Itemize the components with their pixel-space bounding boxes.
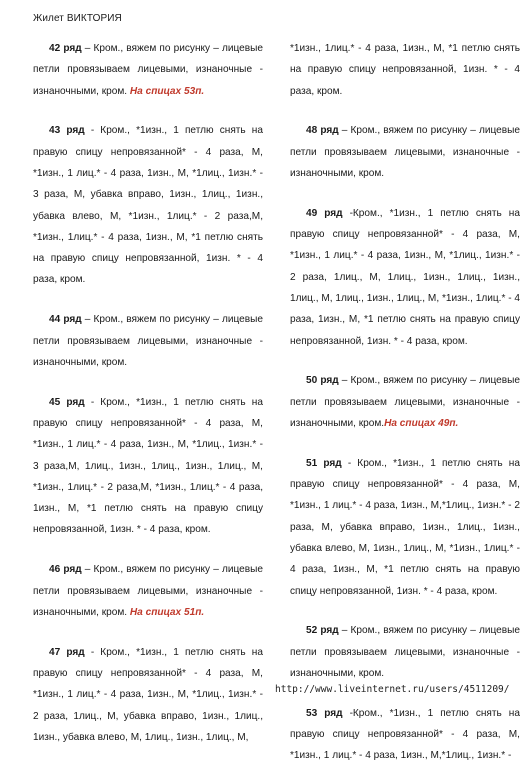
instruction-text: – Кром., вяжем по рисунку – лицевые петли провязываем лицевыми, изнаночные - изнаночными, кром. — [33, 43, 263, 97]
document-title: Жилет ВИКТОРИЯ — [33, 13, 122, 24]
instruction-paragraph — [33, 559, 263, 623]
instruction-text: -Кром., *1изн., 1 петлю снять на правую спицу непровязанной* - 4 раза, М, *1изн., 1 лиц.* - 4 раза, 1изн., М,*1лиц., 1изн.* - — [290, 707, 520, 762]
instruction-paragraph — [290, 620, 520, 684]
paragraph-gap — [290, 102, 520, 121]
instruction-text: *1изн., 1лиц.* - 4 раза, 1изн., М, *1 петлю снять на правую спицу непровязанной, 1изн. * - 4 раза, кром. — [290, 43, 520, 97]
watermark-url: http://www.liveinternet.ru/users/4511209/ — [275, 684, 510, 695]
instruction-text: - Кром., *1изн., 1 петлю снять на правую спицу непровязанной* - 4 раза, М, *1изн., 1 лиц.* - 4 раза, 1изн., М, *1лиц., 1изн.* - 3 раза,М, 1лиц., 1изн., 1лиц., 1изн., 1лиц., М, *1изн., 1лиц.* - 2 раза,М, *1изн., 1лиц.* - 4 раза, 1изн., М, *1 петлю снять на правую спицу непровязанной, 1изн. * - 4 раза, кром. — [33, 396, 263, 536]
row-number: 52 ряд — [306, 625, 339, 637]
instruction-paragraph — [290, 370, 520, 434]
paragraph-gap — [33, 541, 263, 560]
instruction-text: - Кром., *1изн., 1 петлю снять на правую спицу непровязанной* - 4 раза, М, *1изн., 1 лиц.* - 4 раза, 1изн., М, *1лиц., 1изн.* - 3 раза, М, убавка вправо, 1изн., 1лиц., 1изн., убавка влево, М, *1изн., 1лиц.* - 2 раза,М, *1изн., 1лиц.* - 4 раза, 1изн., М, *1 петлю снять на правую спицу непровязанной, 1изн. * - 4 раза, кром. — [33, 125, 263, 286]
instruction-text: - Кром., *1изн., 1 петлю снять на правую спицу непровязанной* - 4 раза, М, *1изн., 1 лиц.* - 4 раза, 1изн., М, *1лиц., 1изн.* - 2 раза, 1лиц., М, убавка вправо, 1изн., 1лиц., 1изн., убавка влево, М, 1лиц., 1изн., 1лиц., М, — [33, 646, 263, 743]
row-number: 42 ряд — [49, 43, 82, 54]
instruction-text: -Кром., *1изн., 1 петлю снять на правую спицу непровязанной* - 4 раза, М, *1изн., 1 лиц.* - 4 раза, 1изн., М, *1лиц., 1изн.* - 2 раза, 1лиц., М, 1лиц., 1изн., 1лиц., 1изн., 1лиц., М, 1лиц., 1изн., 1лиц., М, *1изн., 1лиц.* - 4 раза, 1изн., М, *1 петлю снять на правую спицу непровязанной, 1изн. * - 4 раза, кром. — [290, 207, 520, 347]
stitch-count-note: На спицах 51п. — [129, 606, 205, 618]
row-number: 43 ряд — [49, 125, 85, 137]
stitch-count-note: На спицах 53п. — [129, 85, 205, 97]
instruction-paragraph — [290, 203, 520, 352]
instruction-text: – Кром., вяжем по рисунку – лицевые петли провязываем лицевыми, изнаночные - изнаночными, кром. — [33, 564, 263, 618]
row-number: 53 ряд — [306, 707, 343, 719]
row-number: 49 ряд — [306, 207, 343, 219]
instruction-paragraph — [33, 392, 263, 541]
paragraph-gap — [33, 102, 263, 121]
paragraph-gap — [33, 373, 263, 392]
row-number: 48 ряд — [306, 125, 339, 137]
paragraph-gap — [290, 602, 520, 621]
instruction-paragraph — [33, 309, 263, 373]
right-column — [290, 38, 520, 767]
instruction-paragraph — [33, 120, 263, 290]
left-column — [33, 38, 263, 748]
row-number: 44 ряд — [49, 314, 82, 326]
row-number: 46 ряд — [49, 564, 82, 576]
paragraph-gap — [33, 623, 263, 642]
instruction-paragraph — [33, 642, 263, 748]
instruction-paragraph — [33, 38, 263, 102]
instruction-paragraph — [290, 120, 520, 184]
paragraph-gap — [290, 184, 520, 203]
instruction-paragraph — [290, 703, 520, 767]
instruction-text: – Кром., вяжем по рисунку – лицевые петли провязываем лицевыми, изнаночные - изнаночными, кром. — [290, 625, 520, 679]
row-number: 51 ряд — [306, 457, 342, 469]
instruction-paragraph — [290, 453, 520, 602]
instruction-text: – Кром., вяжем по рисунку – лицевые петли провязываем лицевыми, изнаночные - изнаночными, кром. — [290, 125, 520, 179]
instruction-text: – Кром., вяжем по рисунку – лицевые петли провязываем лицевыми, изнаночные - изнаночными, кром. — [33, 314, 263, 368]
instruction-text: - Кром., *1изн., 1 петлю снять на правую спицу непровязанной* - 4 раза, М, *1изн., 1 лиц.* - 4 раза, 1изн., М,*1лиц., 1изн.* - 2 раза, М, убавка вправо, 1изн., 1лиц., 1изн., убавка влево, М, 1изн., 1лиц., М, *1изн., 1лиц.* - 4 раза, 1изн., М, *1 петлю снять на правую спицу непровязанной, 1изн. * - 4 раза, кром. — [290, 457, 520, 597]
paragraph-gap — [33, 291, 263, 310]
stitch-count-note: На спицах 49п. — [384, 417, 459, 429]
row-number: 50 ряд — [306, 375, 339, 387]
row-number: 47 ряд — [49, 646, 85, 658]
paragraph-gap — [290, 352, 520, 371]
instruction-text: – Кром., вяжем по рисунку – лицевые петли провязываем лицевыми, изнаночные - изнаночными, кром. — [290, 375, 520, 429]
instruction-paragraph — [290, 38, 520, 102]
row-number: 45 ряд — [49, 396, 85, 408]
paragraph-gap — [290, 434, 520, 453]
